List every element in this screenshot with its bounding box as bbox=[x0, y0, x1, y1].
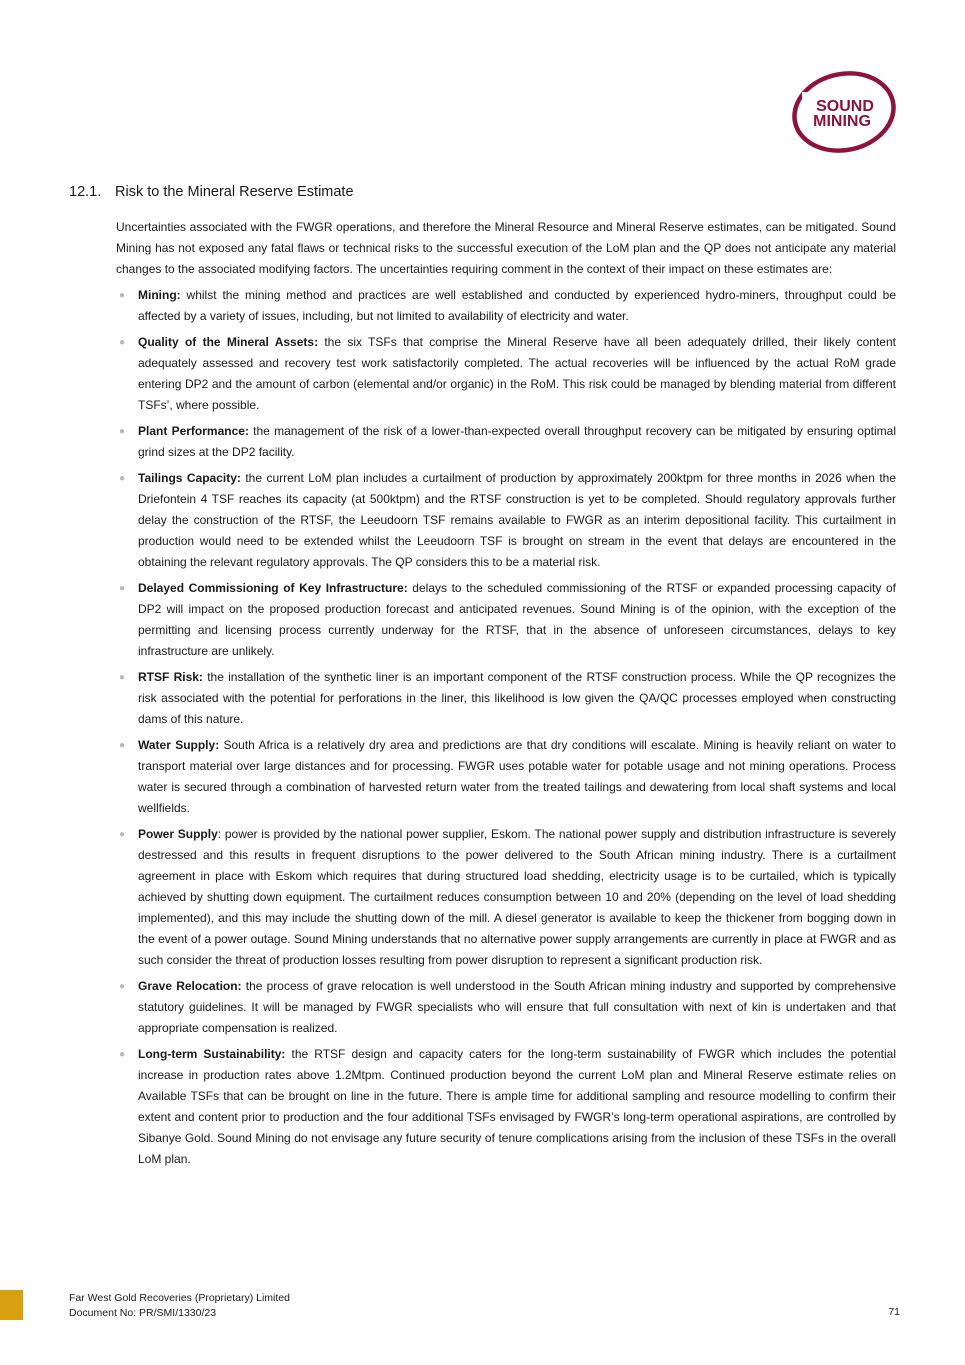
risk-term: Grave Relocation: bbox=[138, 979, 242, 993]
risk-item-water-supply bbox=[116, 735, 896, 819]
logo-line-2: MINING bbox=[813, 113, 871, 130]
bullet-icon: ● bbox=[119, 583, 126, 594]
risk-item-rtsf bbox=[116, 667, 896, 730]
footer bbox=[69, 1291, 290, 1321]
footer-company: Far West Gold Recoveries (Proprietary) Limited bbox=[69, 1292, 290, 1304]
risk-item-power-supply bbox=[116, 824, 896, 971]
risk-term: Long-term Sustainability: bbox=[138, 1047, 286, 1061]
intro-paragraph: Uncertainties associated with the FWGR operations, and therefore the Mineral Resource and Mineral Reserve estimates, can be mitigated. Sound Mining has not exposed any fatal flaws or technical risks to the successful execution of the LoM plan and the QP does not anticipate any material changes to the associated modifying factors. The uncertainties requiring comment in the context of their impact on these estimates are: bbox=[116, 220, 896, 276]
footer-accent-mark bbox=[0, 1290, 23, 1320]
bullet-icon: ● bbox=[119, 426, 126, 437]
sound-mining-logo bbox=[788, 66, 900, 158]
risk-list bbox=[116, 285, 896, 1170]
logo-line-1: SOUND bbox=[816, 98, 874, 115]
footer-document-no: Document No: PR/SMI/1330/23 bbox=[69, 1307, 217, 1319]
risk-item-delayed-commissioning bbox=[116, 578, 896, 662]
risk-text: the process of grave relocation is well understood in the South African mining industry and supported by comprehensive statutory guidelines. It will be managed by FWGR specialists who will ensure that full consultation with next of kin is undertaken and that appropriate compensation is realized. bbox=[138, 979, 897, 1035]
bullet-icon: ● bbox=[119, 829, 126, 840]
page-number: 71 bbox=[888, 1306, 900, 1318]
risk-term: Plant Performance: bbox=[138, 424, 249, 438]
risk-item-mining bbox=[116, 285, 896, 327]
section-number: 12.1. bbox=[69, 184, 102, 200]
risk-term: Power Supply bbox=[138, 827, 218, 841]
risk-text: the six TSFs that comprise the Mineral Reserve have all been adequately drilled, their likely content adequately assessed and recovery test work satisfactorily completed. The actual recoveries will be influenced by the actual RoM grade entering DP2 and the amount of carbon (elemental and/or organic) in the RoM. This risk could be managed by blending material from different TSFs’, where possible. bbox=[138, 335, 896, 412]
risk-text: South Africa is a relatively dry area and predictions are that dry conditions will escalate. Mining is heavily reliant on water to transport material over large distances and for processing. FWGR uses potable water for potable usage and not mining operations. Process water is secured through a combination of harvested return water from the treated tailings and dewatering from local shaft systems and local wellfields. bbox=[138, 738, 896, 815]
bullet-icon: ● bbox=[119, 981, 126, 992]
bullet-icon: ● bbox=[119, 290, 126, 301]
section-title: Risk to the Mineral Reserve Estimate bbox=[115, 184, 354, 200]
risk-text: the management of the risk of a lower-than-expected overall throughput recovery can be mitigated by ensuring optimal grind sizes at the DP2 facility. bbox=[138, 424, 896, 459]
risk-item-quality bbox=[116, 332, 896, 416]
risk-term: Quality of the Mineral Assets: bbox=[138, 335, 319, 349]
risk-term: Mining: bbox=[138, 288, 181, 302]
risk-text: the RTSF design and capacity caters for the long-term sustainability of FWGR which includes the potential increase in production rates above 1.2Mtpm. Continued production beyond the current LoM plan and Mineral Reserve estimate relies on Available TSFs that can be brought on line in the future. There is ample time for additional sampling and resource modelling to confirm their extent and content prior to production and the four additional TSFs envisaged by FWGR’s long-term operational aspirations, are controlled by Sibanye Gold. Sound Mining do not envisage any future security of tenure complications arising from the inclusion of these TSFs in the overall LoM plan. bbox=[138, 1047, 896, 1166]
bullet-icon: ● bbox=[119, 473, 126, 484]
bullet-icon: ● bbox=[119, 672, 126, 683]
risk-term: Tailings Capacity: bbox=[138, 471, 241, 485]
risk-text: the current LoM plan includes a curtailment of production by approximately 200ktpm for three months in 2026 when the Driefontein 4 TSF reaches its capacity (at 500ktpm) and the RTSF construction is yet to be completed. Should regulatory approvals further delay the construction of the RTSF, the Leeudoorn TSF remains available to FWGR as an interim depositional facility. This curtailment in production would need to be extended whilst the Leeudoorn TSF is brought on stream in the event that delays are encountered in the obtaining the relevant regulatory approvals. The QP considers this to be a material risk. bbox=[138, 471, 896, 569]
risk-item-plant-performance bbox=[116, 421, 896, 463]
section-heading bbox=[69, 184, 354, 200]
risk-term: RTSF Risk: bbox=[138, 670, 203, 684]
risk-text: whilst the mining method and practices are well established and conducted by experienced hydro-miners, throughput could be affected by a variety of issues, including, but not limited to availability of electricity and water. bbox=[138, 288, 896, 323]
risk-item-tailings-capacity bbox=[116, 468, 896, 573]
risk-term: Water Supply: bbox=[138, 738, 220, 752]
bullet-icon: ● bbox=[119, 1049, 126, 1060]
risk-item-long-term-sustainability bbox=[116, 1044, 896, 1170]
risk-item-grave-relocation bbox=[116, 976, 896, 1039]
bullet-icon: ● bbox=[119, 337, 126, 348]
risk-text: delays to the scheduled commissioning of the RTSF or expanded processing capacity of DP2 will impact on the proposed production forecast and anticipated revenues. Sound Mining is of the opinion, with the exception of the permitting and licensing process currently underway for the RTSF, that in the absence of unforeseen circumstances, delays to key infrastructure are unlikely. bbox=[138, 581, 896, 658]
section-body bbox=[116, 217, 896, 1175]
risk-term: Delayed Commissioning of Key Infrastructure: bbox=[138, 581, 408, 595]
risk-text: : power is provided by the national power supplier, Eskom. The national power supply and distribution infrastructure is severely destressed and this results in frequent disruptions to the power delivered to the South African mining industry. There is a curtailment agreement in place with Eskom which requires that during structured load shedding, electricity usage is to be curtailed, which is typically achieved by shutting down equipment. The curtailment reduces consumption between 10 and 20% (depending on the level of load shedding implemented), and this may include the shutting down of the mill. A diesel generator is available to keep the thickener from bogging down in the event of a power outage. Sound Mining understands that no alternative power supply arrangements are currently in place at FWGR and as such consider the threat of production losses resulting from power disruption to represent a significant production risk. bbox=[138, 827, 896, 967]
bullet-icon: ● bbox=[119, 740, 126, 751]
risk-text: the installation of the synthetic liner is an important component of the RTSF construction process. While the QP recognizes the risk associated with the potential for perforations in the liner, this likelihood is low given the QA/QC processes employed when constructing dams of this nature. bbox=[138, 670, 896, 726]
